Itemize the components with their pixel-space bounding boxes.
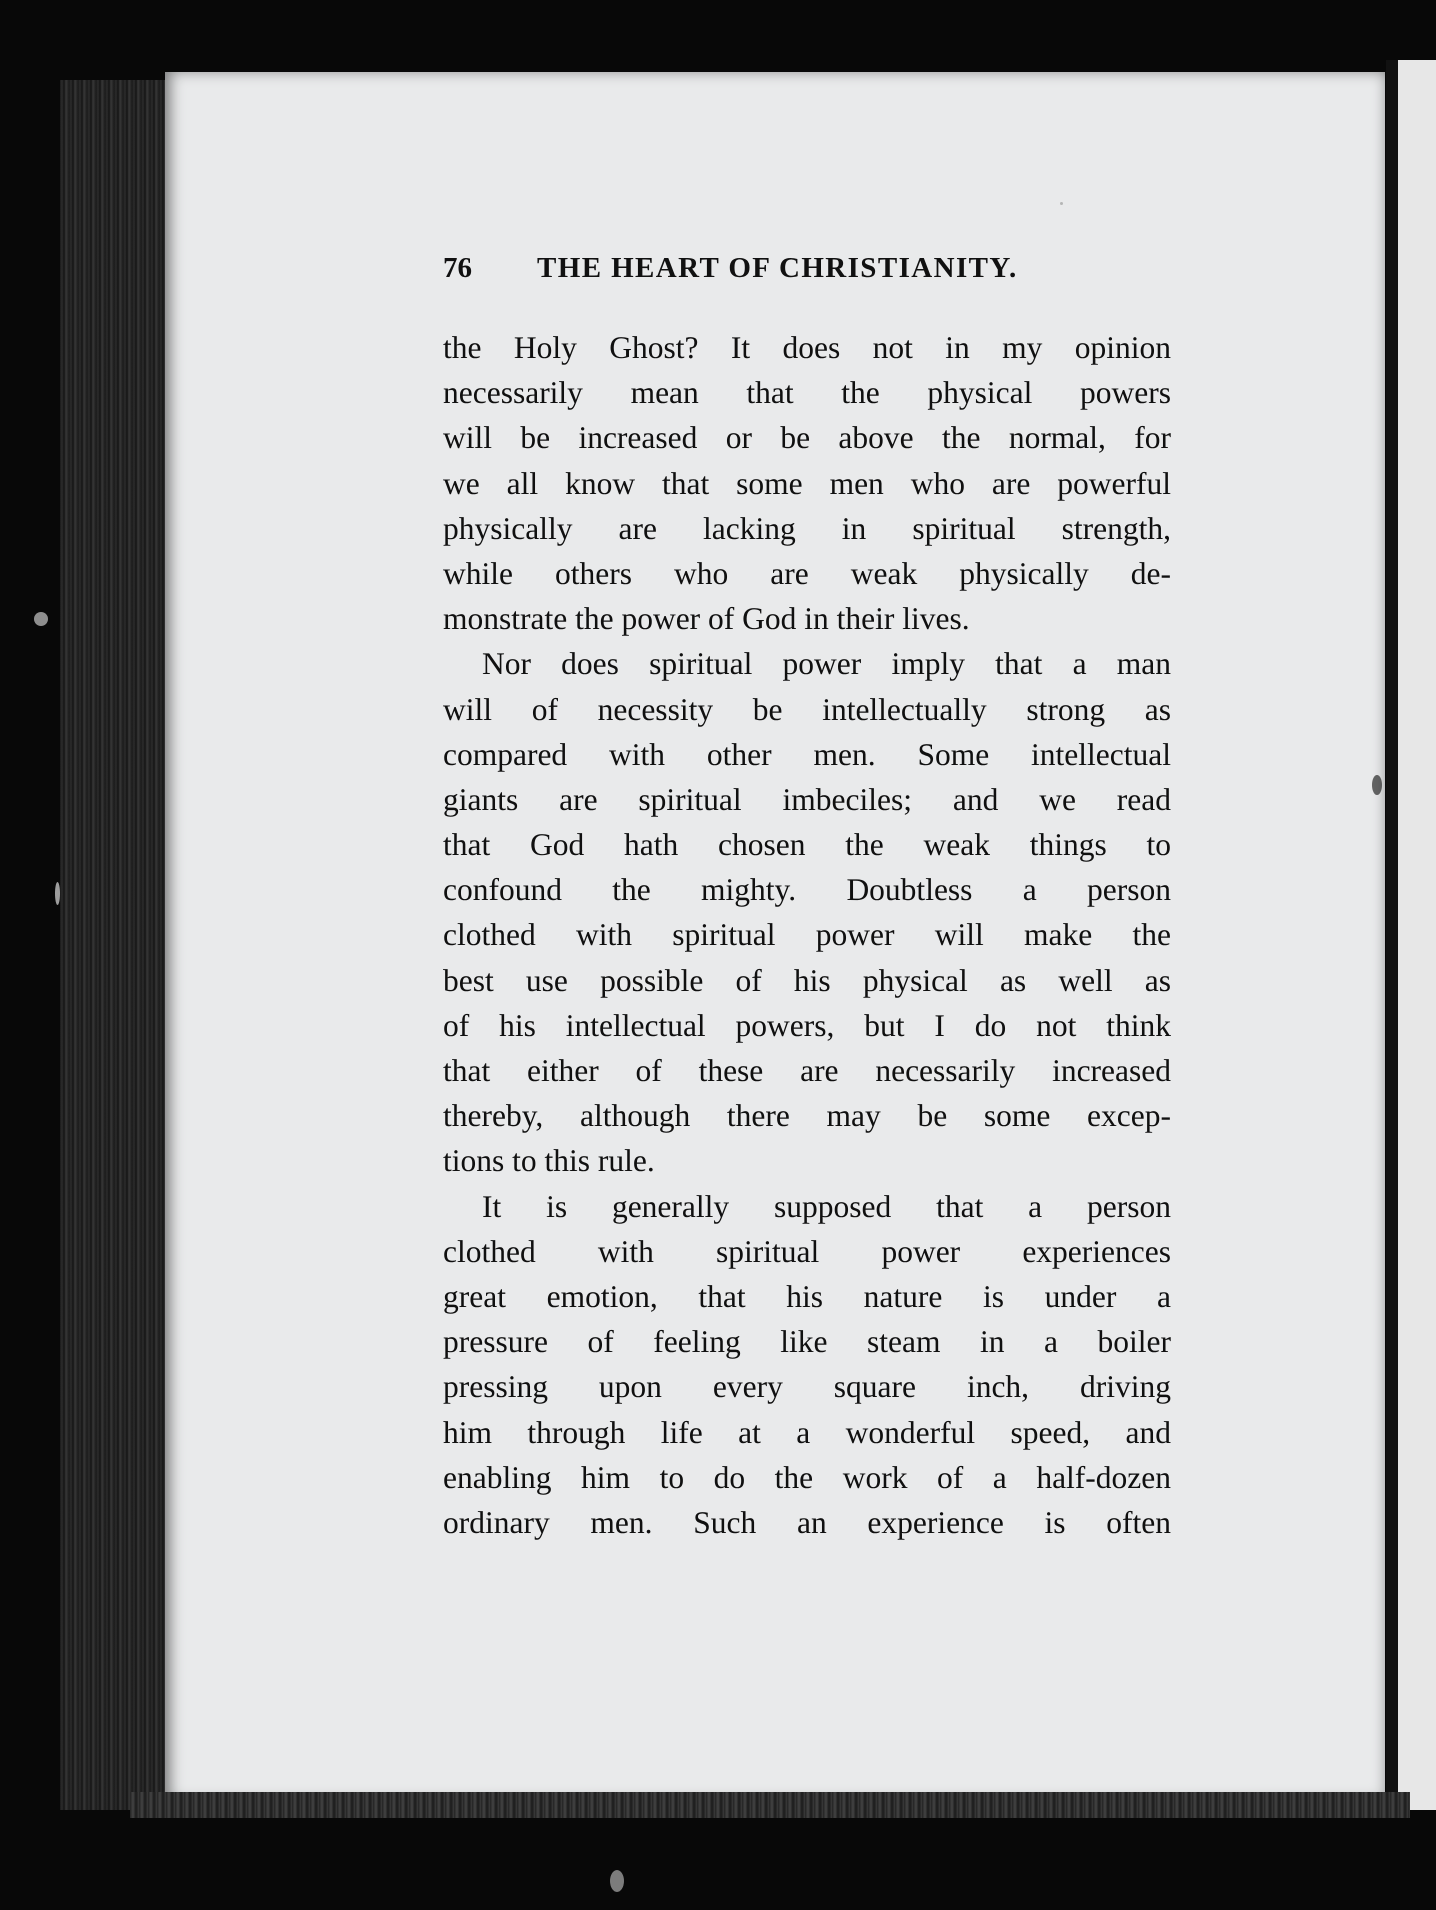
page-number: 76	[443, 252, 472, 284]
running-head	[443, 252, 1171, 302]
running-title: THE HEART OF CHRISTIANITY.	[537, 252, 1018, 284]
text-line: enabling him to do the work of a half-dozen	[443, 1459, 1171, 1495]
body-text	[443, 325, 1171, 1545]
text-line: thereby, although there may be some excep-	[443, 1098, 1171, 1134]
text-line: giants are spiritual imbeciles; and we read	[443, 781, 1171, 817]
text-line: It is generally supposed that a person	[482, 1188, 1171, 1224]
text-line: best use possible of his physical as well as	[443, 962, 1171, 998]
text-line: tions to this rule.	[443, 1143, 655, 1179]
text-line: compared with other men. Some intellectual	[443, 736, 1171, 772]
text-line: physically are lacking in spiritual strength,	[443, 510, 1171, 546]
text-line: pressure of feeling like steam in a boiler	[443, 1324, 1171, 1360]
text-line: pressing upon every square inch, driving	[443, 1369, 1171, 1405]
text-line: monstrate the power of God in their lives.	[443, 601, 970, 637]
text-line: that either of these are necessarily increased	[443, 1053, 1171, 1088]
text-line: that God hath chosen the weak things to	[443, 827, 1171, 863]
text-line: ordinary men. Such an experience is often	[443, 1504, 1171, 1540]
text-line: him through life at a wonderful speed, and	[443, 1414, 1171, 1450]
text-line: confound the mighty. Doubtless a person	[443, 872, 1171, 908]
text-line: Nor does spiritual power imply that a man	[482, 646, 1171, 682]
text-line: we all know that some men who are powerful	[443, 465, 1171, 501]
text-line: clothed with spiritual power will make the	[443, 917, 1171, 953]
text-line: necessarily mean that the physical powers	[443, 375, 1171, 411]
text-line: great emotion, that his nature is under a	[443, 1278, 1171, 1314]
right-shadow-edge	[1386, 60, 1398, 1810]
text-line: clothed with spiritual power experiences	[443, 1233, 1171, 1269]
facing-page-edge	[1398, 60, 1436, 1810]
text-line: of his intellectual powers, but I do not think	[443, 1007, 1171, 1043]
text-line: will be increased or be above the normal, for	[443, 420, 1171, 456]
book-binding-edge	[60, 80, 170, 1810]
text-line: while others who are weak physically de-	[443, 555, 1171, 591]
text-line: will of necessity be intellectually strong as	[443, 691, 1171, 727]
text-line: the Holy Ghost? It does not in my opinion	[443, 330, 1171, 365]
bottom-page-edge	[130, 1792, 1410, 1818]
